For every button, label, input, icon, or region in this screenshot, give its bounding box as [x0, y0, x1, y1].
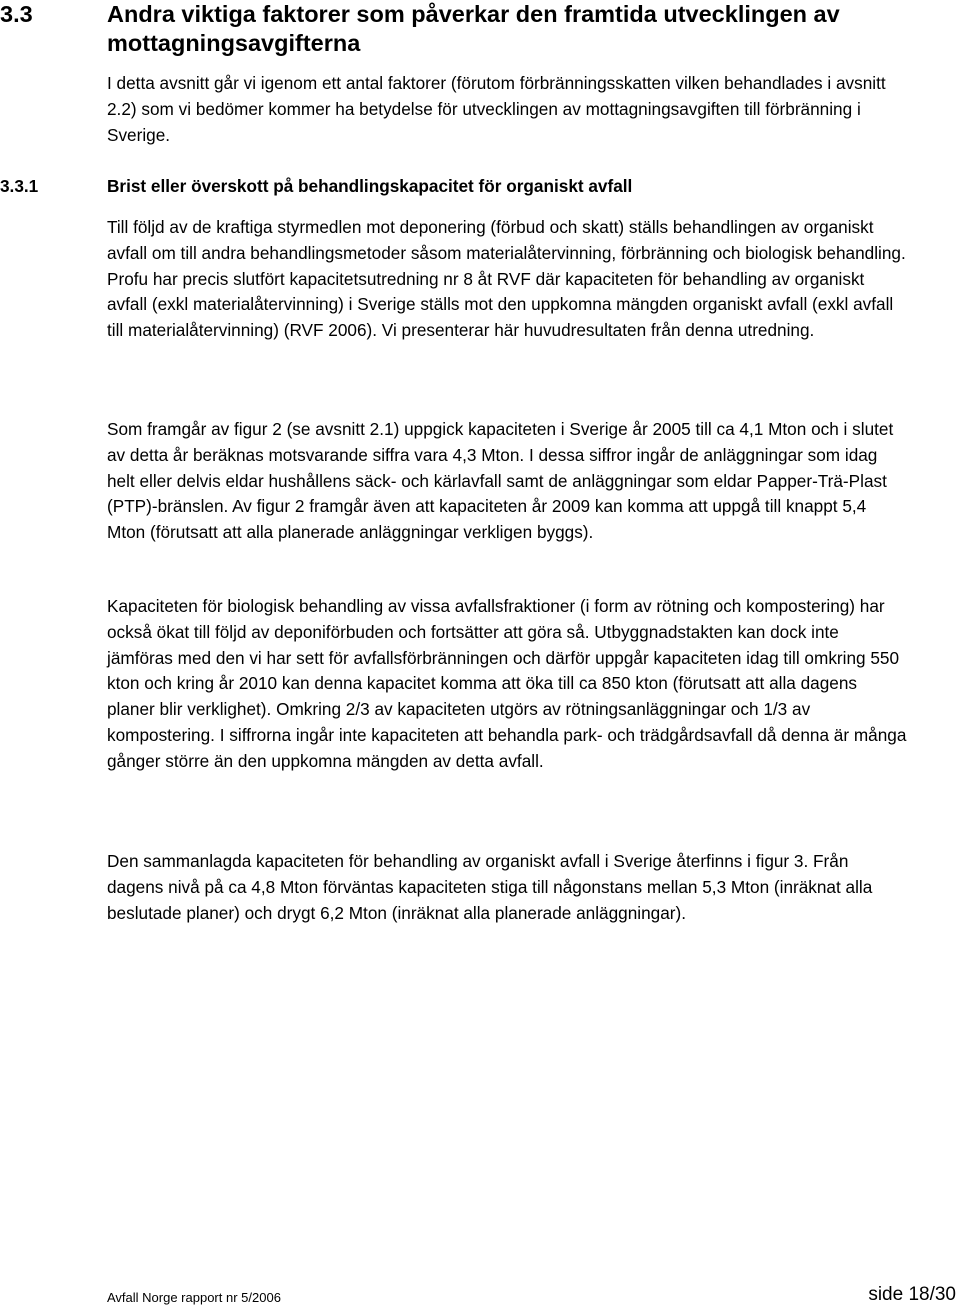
body-paragraph-2: Som framgår av figur 2 (se avsnitt 2.1) uppgick kapaciteten i Sverige år 2005 till ca 4,1 Mton och i slutet av detta år beräknas motsvarande siffra vara 4,3 Mton. I dessa siffror ingår de anläggningar som idag helt eller delvis eldar hushållens säck- och kärlavfall samt de anläggningar som eldar Papper-Trä-Plast (PTP)-bränslen. Av figur 2 framgår även att kapaciteten år 2009 kan komma att uppgå till knappt 5,4 Mton (förutsatt att alla planerade anläggningar verkligen byggs). [107, 419, 894, 543]
report-reference: Avfall Norge rapport nr 5/2006 [107, 1290, 281, 1305]
subsection-heading [0, 174, 940, 199]
page-footer [0, 1282, 960, 1310]
body-paragraph-4: Den sammanlagda kapaciteten för behandling av organiskt avfall i Sverige återfinns i figur 3. Från dagens nivå på ca 4,8 Mton förväntas kapaciteten stiga till någonstans mellan 5,3 Mton (inräknat alla beslutade planer) och drygt 6,2 Mton (inräknat alla planerade anläggningar). [107, 851, 873, 923]
section-heading [0, 0, 940, 58]
section-title: Andra viktiga faktorer som påverkar den framtida utvecklingen av mottagningsavgifterna [107, 1, 840, 56]
section-intro-paragraph: I detta avsnitt går vi igenom ett antal faktorer (förutom förbränningsskatten vilken behandlades i avsnitt 2.2) som vi bedömer kommer ha betydelse för utvecklingen av mottagningsavgiften till förbränning i Sverige. [107, 73, 886, 145]
page-number: side 18/30 [868, 1284, 956, 1305]
subsection-number: 3.3.1 [0, 176, 39, 196]
body-paragraph-1: Till följd av de kraftiga styrmedlen mot deponering (förbud och skatt) ställs behandlingen av organiskt avfall om till andra behandlingsmetoder såsom materialåtervinning, förbränning och biologisk behandling. Profu har precis slutfört kapacitetsutredning nr 8 åt RVF där kapaciteten för behandling av organiskt avfall (exkl materialåtervinning) i Sverige ställs mot den uppkomna mängden organiskt avfall (exkl avfall till materialåtervinning) (RVF 2006). Vi presenterar här huvudresultaten från denna utredning. [107, 217, 906, 341]
body-paragraph-3: Kapaciteten för biologisk behandling av vissa avfallsfraktioner (i form av rötning och kompostering) har också ökat till följd av deponiförbuden och fortsätter att göra så. Utbyggnadstakten kan dock inte jämföras med den vi har sett för avfallsförbränningen och därför uppgår kapaciteten idag till omkring 550 kton och kring år 2010 kan denna kapacitet komma att öka till ca 850 kton (förutsatt att alla dagens planer blir verklighet). Omkring 2/3 av kapaciteten utgörs av rötningsanläggningar och 1/3 av kompostering. I siffrorna ingår inte kapaciteten att behandla park- och trädgårdsavfall då denna är många gånger större än den uppkomna mängden av detta avfall. [107, 596, 907, 771]
section-number: 3.3 [0, 1, 33, 27]
subsection-title: Brist eller överskott på behandlingskapacitet för organiskt avfall [107, 176, 633, 196]
